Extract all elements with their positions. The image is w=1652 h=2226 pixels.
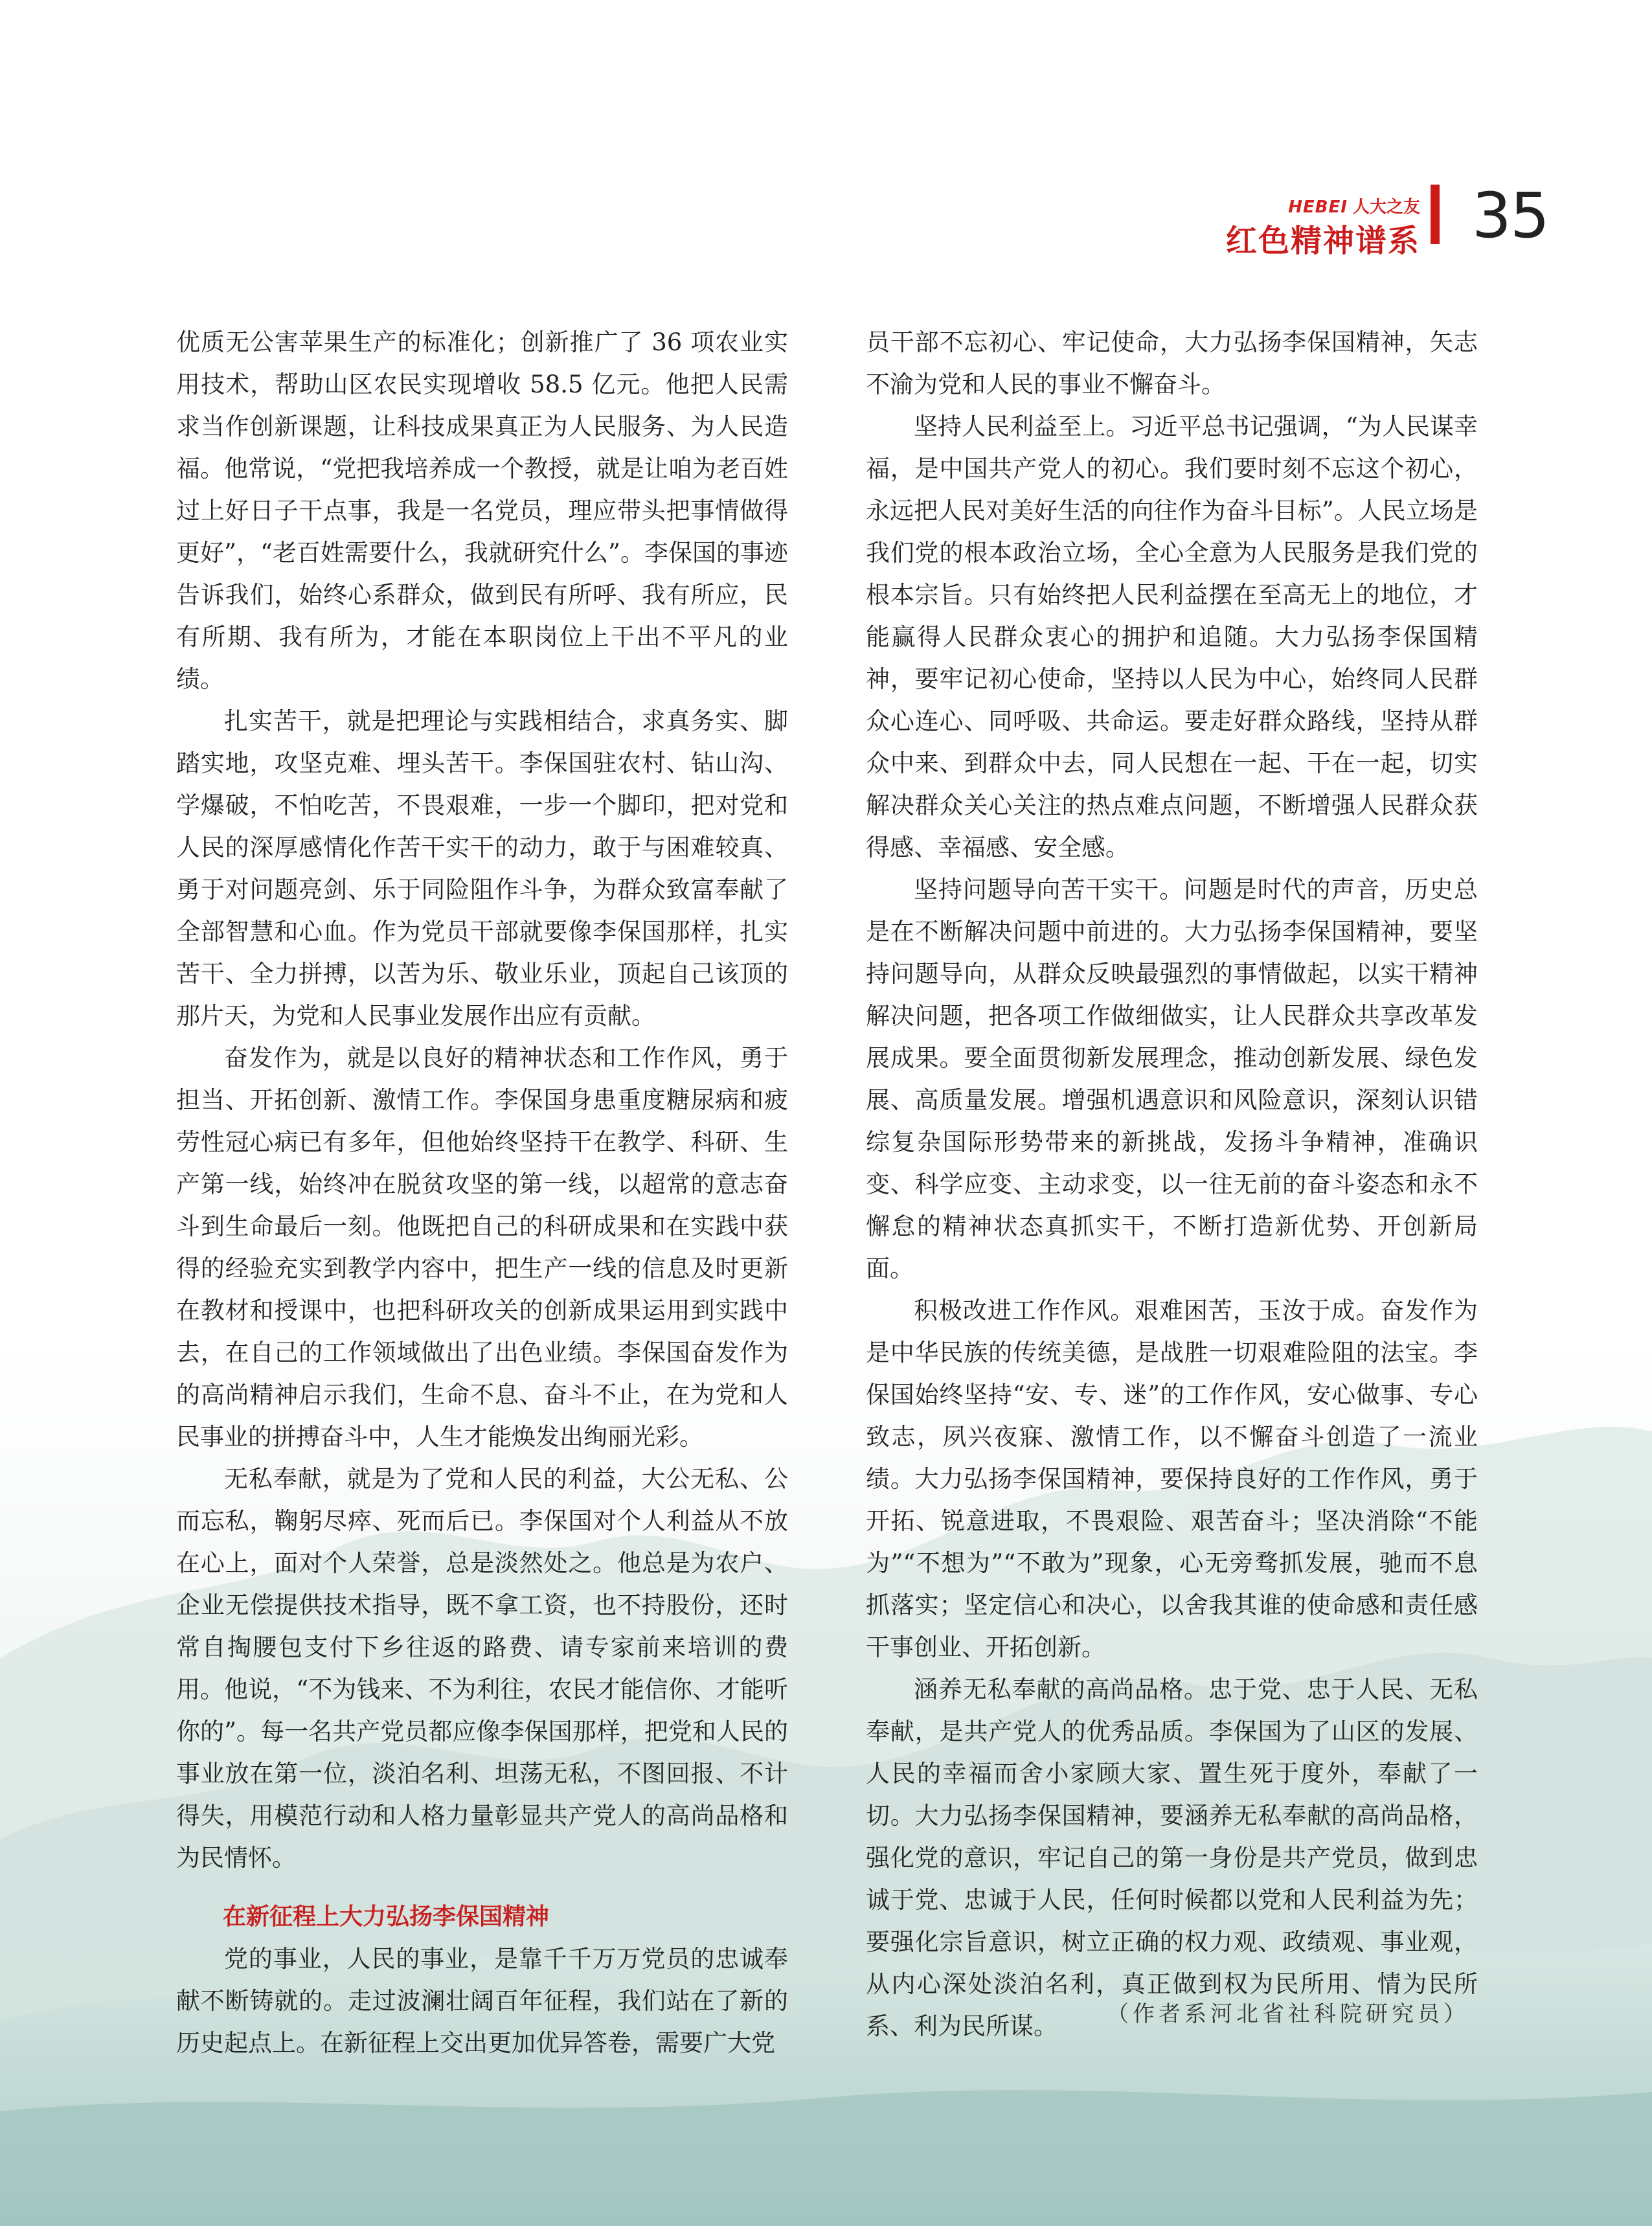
section-heading: 在新征程上大力弘扬李保国精神 [223, 1903, 550, 1930]
paragraph: 积极改进工作作风。艰难困苦，玉汝于成。奋发作为是中华民族的传统美德，是战胜一切艰难险阻的法宝。李保国始终坚持“安、专、迷”的工作作风，安心做事、专心致志，夙兴夜寐、激情工作，以不懈奋斗创造了一流业绩。大力弘扬李保国精神，要保持良好的工作作风，勇于开拓、锐意进取，不畏艰险、艰苦奋斗；坚决消除“不能为”“不想为”“不敢为”现象，心无旁骛抓发展，驰而不息抓落实；坚定信心和决心，以舍我其谁的使命感和责任感干事创业、开拓创新。 [866, 1297, 1478, 1661]
brand-english: HEBEI [1288, 198, 1348, 217]
paragraph: 涵养无私奉献的高尚品格。忠于党、忠于人民、无私奉献，是共产党人的优秀品质。李保国为了山区的发展、人民的幸福而舍小家顾大家、置生死于度外，奉献了一切。大力弘扬李保国精神，要涵养无私奉献的高尚品格，强化党的意识，牢记自己的第一身份是共产党员，做到忠诚于党、忠诚于人民，任何时候都以党和人民利益为先；要强化宗旨意识，树立正确的权力观、政绩观、事业观，从内心深处淡泊名利，真正做到权为民所用、情为民所系、利为民所谋。 [866, 1675, 1478, 2040]
paragraph: 坚持问题导向苦干实干。问题是时代的声音，历史总是在不断解决问题中前进的。大力弘扬李保国精神，要坚持问题导向，从群众反映最强烈的事情做起，以实干精神解决问题，把各项工作做细做实，让人民群众共享改革发展成果。要全面贯彻新发展理念，推动创新发展、绿色发展、高质量发展。增强机遇意识和风险意识，深刻认识错综复杂国际形势带来的新挑战，发扬斗争精神，准确识变、科学应变、主动求变，以一往无前的奋斗姿态和永不懈怠的精神状态真抓实干，不断打造新优势、开创新局面。 [866, 876, 1478, 1282]
paragraph: 党的事业，人民的事业，是靠千千万万党员的忠诚奉献不断铸就的。走过波澜壮阔百年征程，我们站在了新的历史起点上。在新征程上交出更加优异答卷，需要广大党 [176, 1945, 788, 2057]
page-number: 35 [1471, 179, 1548, 252]
brand-chinese: 人大之友 [1352, 198, 1420, 217]
author-byline: （作者系河北省社科院研究员） [1107, 2001, 1469, 2027]
header-divider-bar [1431, 185, 1440, 244]
article-left-column [176, 321, 788, 2064]
paragraph: 优质无公害苹果生产的标准化；创新推广了 36 项农业实用技术，帮助山区农民实现增收 58.5 亿元。他把人民需求当作创新课题，让科技成果真正为人民服务、为人民造福。他常说，“党把我培养成一个教授，就是让咱为老百姓过上好日子干点事，我是一名党员，理应带头把事情做得更好”，“老百姓需要什么，我就研究什么”。李保国的事迹告诉我们，始终心系群众，做到民有所呼、我有所应，民有所期、我有所为，才能在本职岗位上干出不平凡的业绩。 [176, 328, 788, 693]
paragraph: 无私奉献，就是为了党和人民的利益，大公无私、公而忘私，鞠躬尽瘁、死而后已。李保国对个人利益从不放在心上，面对个人荣誉，总是淡然处之。他总是为农户、企业无偿提供技术指导，既不拿工资，也不持股份，还时常自掏腰包支付下乡往返的路费、请专家前来培训的费用。他说，“不为钱来、不为利往，农民才能信你、才能听你的”。每一名共产党员都应像李保国那样，把党和人民的事业放在第一位，淡泊名利、坦荡无私，不图回报、不计得失，用模范行动和人格力量彰显共产党人的高尚品格和为民情怀。 [176, 1465, 788, 1872]
article-right-column [866, 321, 1478, 2047]
paragraph: 奋发作为，就是以良好的精神状态和工作作风，勇于担当、开拓创新、激情工作。李保国身患重度糖尿病和疲劳性冠心病已有多年，但他始终坚持干在教学、科研、生产第一线，始终冲在脱贫攻坚的第一线，以超常的意志奋斗到生命最后一刻。他既把自己的科研成果和在实践中获得的经验充实到教学内容中，把生产一线的信息及时更新在教材和授课中，也把科研攻关的创新成果运用到实践中去，在自己的工作领域做出了出色业绩。李保国奋发作为的高尚精神启示我们，生命不息、奋斗不止，在为党和人民事业的拼搏奋斗中，人生才能焕发出绚丽光彩。 [176, 1044, 788, 1451]
section-title: 红色精神谱系 [1225, 223, 1420, 259]
magazine-brand [1288, 194, 1420, 218]
paragraph: 扎实苦干，就是把理论与实践相结合，求真务实、脚踏实地，攻坚克难、埋头苦干。李保国驻农村、钻山沟、学爆破，不怕吃苦，不畏艰难，一步一个脚印，把对党和人民的深厚感情化作苦干实干的动力，敢于与困难较真、勇于对问题亮剑、乐于同险阻作斗争，为群众致富奉献了全部智慧和心血。作为党员干部就要像李保国那样，扎实苦干、全力拼搏，以苦为乐、敬业乐业，顶起自己该顶的那片天，为党和人民事业发展作出应有贡献。 [176, 707, 788, 1030]
paragraph: 员干部不忘初心、牢记使命，大力弘扬李保国精神，矢志不渝为党和人民的事业不懈奋斗。 [866, 328, 1478, 398]
paragraph: 坚持人民利益至上。习近平总书记强调，“为人民谋幸福，是中国共产党人的初心。我们要时刻不忘这个初心，永远把人民对美好生活的向往作为奋斗目标”。人民立场是我们党的根本政治立场，全心全意为人民服务是我们党的根本宗旨。只有始终把人民利益摆在至高无上的地位，才能赢得人民群众衷心的拥护和追随。大力弘扬李保国精神，要牢记初心使命，坚持以人民为中心，始终同人民群众心连心、同呼吸、共命运。要走好群众路线，坚持从群众中来、到群众中去，同人民想在一起、干在一起，切实解决群众关心关注的热点难点问题，不断增强人民群众获得感、幸福感、安全感。 [866, 413, 1478, 861]
